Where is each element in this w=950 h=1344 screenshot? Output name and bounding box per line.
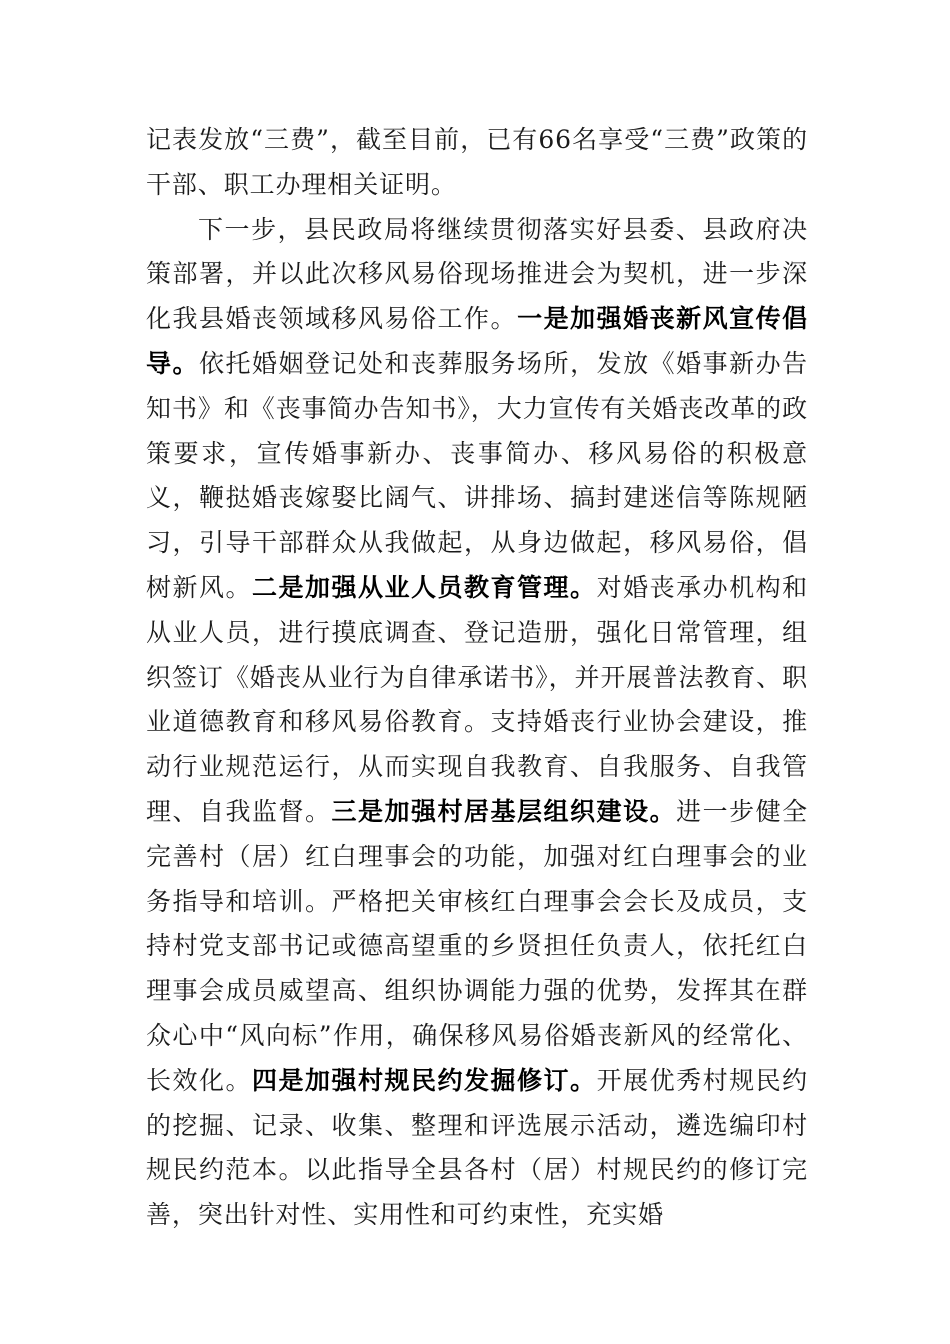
section-heading-2: 二是加强从业人员教育管理。	[252, 572, 597, 602]
section-heading-1: 一是加强婚丧新风宣传倡导。	[146, 304, 808, 378]
paragraph-text: 下一步，县民政局将继续贯彻落实好县委、县政府决策部署，并以此次移风易俗现场推进会为契机，进一步深化我县婚丧领域移风易俗工作。	[146, 214, 808, 334]
paragraph-next-steps	[146, 208, 808, 1238]
paragraph-text: 开展优秀村规民约的挖掘、记录、收集、整理和评选展示活动，遴选编印村规民约范本。以此指导全县各村（居）村规民约的修订完善，突出针对性、实用性和可约束性，充实婚	[146, 1065, 808, 1230]
document-body	[146, 118, 808, 1238]
section-heading-3: 三是加强村居基层组织建设。	[331, 796, 677, 826]
paragraph-intro	[146, 118, 808, 208]
paragraph-text: 进一步健全完善村（居）红白理事会的功能，加强对红白理事会的业务指导和培训。严格把关审核红白理事会会长及成员，支持村党支部书记或德高望重的乡贤担任负责人，依托红白理事会成员威望高、组织协调能力强的优势，发挥其在群众心中“风向标”作用，确保移风易俗婚丧新风的经常化、长效化。	[146, 796, 808, 1095]
paragraph-text: 依托婚姻登记处和丧葬服务场所，发放《婚事新办告知书》和《丧事简办告知书》，大力宣传有关婚丧改革的政策要求，宣传婚事新办、丧事简办、移风易俗的积极意义，鞭挞婚丧嫁娶比阔气、讲排场、搞封建迷信等陈规陋习，引导干部群众从我做起，从身边做起，移风易俗，倡树新风。	[146, 348, 808, 602]
paragraph-text: 对婚丧承办机构和从业人员，进行摸底调查、登记造册，强化日常管理，组织签订《婚丧从业行为自律承诺书》，并开展普法教育、职业道德教育和移风易俗教育。支持婚丧行业协会建设，推动行业规范运行，从而实现自我教育、自我服务、自我管理、自我监督。	[146, 572, 808, 826]
section-heading-4: 四是加强村规民约发掘修订。	[252, 1065, 597, 1095]
paragraph-text: 记表发放“三费”，截至目前，已有66名享受“三费”政策的干部、职工办理相关证明。	[146, 125, 808, 199]
